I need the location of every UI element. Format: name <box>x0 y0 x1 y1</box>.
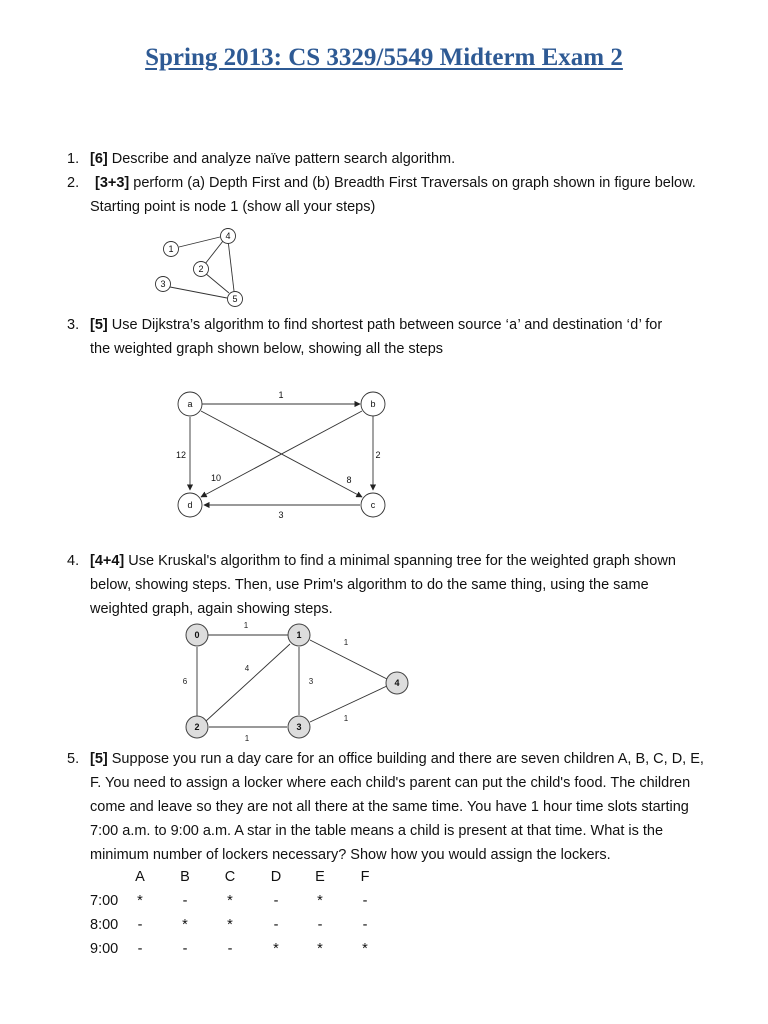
q3-weight-ab: 1 <box>278 390 284 400</box>
table-cell: - <box>273 893 279 909</box>
q1-line-1: Describe and analyze naïve pattern search algorithm. <box>111 151 456 167</box>
q4-node-0-label: 0 <box>194 630 200 640</box>
q3-line-1c: ’ for <box>638 317 663 333</box>
q4-node-1-label: 1 <box>296 630 302 640</box>
q5-line-2: F. You need to assign a locker where each child's parent can put the child's food. The children <box>90 775 691 791</box>
q5-line-1: Suppose you run a day care for an office building and there are seven children A, B, C, D, E, <box>111 751 704 767</box>
q4-points: [4+4] <box>90 553 125 569</box>
q4-text <box>90 549 676 573</box>
q3-weight-bd: 10 <box>210 473 222 483</box>
table-cell: * <box>182 917 188 933</box>
q2-node-1-label: 1 <box>168 244 174 254</box>
q5-points: [5] <box>90 751 108 767</box>
col-header-b: B <box>180 869 190 885</box>
q4-weight-34: 1 <box>343 714 349 723</box>
q3-weight-bc: 2 <box>375 450 381 460</box>
q4-line-3: weighted graph, again showing steps. <box>90 601 333 617</box>
row-time-900: 9:00 <box>90 941 119 957</box>
q3-number: 3. <box>67 317 80 333</box>
q4-weight-14: 1 <box>343 638 349 647</box>
q5-number: 5. <box>67 751 80 767</box>
q2-graph <box>150 225 250 310</box>
q3-node-d-label: d <box>187 500 193 510</box>
q3-line-2: the weighted graph shown below, showing all the steps <box>90 341 444 357</box>
table-cell: - <box>362 917 368 933</box>
q2-line-2: Starting point is node 1 (show all your steps) <box>90 199 376 215</box>
q4-weight-12: 4 <box>244 664 250 673</box>
q2-line-1: perform (a) Depth First and (b) Breadth First Traversals on graph shown in figure below. <box>133 175 696 191</box>
q2-text <box>95 171 696 195</box>
q3-source: a <box>508 318 518 334</box>
q2-node-2-label: 2 <box>198 264 204 274</box>
q4-node-3-label: 3 <box>296 722 302 732</box>
row-time-800: 8:00 <box>90 917 119 933</box>
q3-node-a-label: a <box>187 399 193 409</box>
q4-line-2: below, showing steps. Then, use Prim's algorithm to do the same thing, using the same <box>90 577 649 593</box>
table-cell: * <box>227 893 233 909</box>
table-cell: - <box>317 917 323 933</box>
col-header-d: D <box>270 869 282 885</box>
q5-line-5: minimum number of lockers necessary? Show how you would assign the lockers. <box>90 847 611 863</box>
q3-text <box>90 313 662 338</box>
q1-points: [6] <box>90 151 108 167</box>
q3-node-c-label: c <box>370 500 376 510</box>
q4-weight-01: 1 <box>243 621 249 630</box>
q3-line-1b: ’ and destination ‘ <box>517 317 630 333</box>
q2-node-5-label: 5 <box>232 294 238 304</box>
table-cell: - <box>227 941 233 957</box>
q3-node-b-label: b <box>370 399 376 409</box>
q4-line-1: Use Kruskal's algorithm to find a minimal spanning tree for the weighted graph shown <box>128 553 676 569</box>
table-cell: - <box>273 917 279 933</box>
q4-weight-02: 6 <box>182 677 188 686</box>
q5-line-3: come and leave so they are not all there at the same time. You have 1 hour time slots starting <box>90 799 689 815</box>
table-cell: - <box>137 941 143 957</box>
q3-weight-cd: 3 <box>278 510 284 520</box>
table-cell: * <box>273 941 279 957</box>
table-cell: * <box>317 893 323 909</box>
q1-number: 1. <box>67 151 80 167</box>
q4-node-2-label: 2 <box>194 722 200 732</box>
row-time-700: 7:00 <box>90 893 119 909</box>
q4-weight-13: 3 <box>308 677 314 686</box>
table-cell: * <box>137 893 143 909</box>
table-cell: * <box>362 941 368 957</box>
col-header-c: C <box>224 869 236 885</box>
q5-line-4: 7:00 a.m. to 9:00 a.m. A star in the table means a child is present at that time. What is the <box>90 823 664 839</box>
q3-line-1a: Use Dijkstra’s algorithm to find shortest path between source ‘ <box>111 317 509 333</box>
q4-graph <box>180 620 415 745</box>
q3-graph <box>170 380 400 525</box>
q4-weight-23: 1 <box>244 734 250 743</box>
q4-node-4-label: 4 <box>394 678 400 688</box>
table-cell: * <box>317 941 323 957</box>
table-cell: - <box>362 893 368 909</box>
q2-points: [3+3] <box>95 175 130 191</box>
table-cell: * <box>227 917 233 933</box>
table-cell: - <box>182 941 188 957</box>
col-header-e: E <box>315 869 325 885</box>
q1-text <box>90 147 455 171</box>
table-cell: - <box>137 917 143 933</box>
q3-weight-ac: 8 <box>346 475 352 485</box>
q4-number: 4. <box>67 553 80 569</box>
q2-number: 2. <box>67 175 80 191</box>
exam-title: Spring 2013: CS 3329/5549 Midterm Exam 2 <box>145 44 623 71</box>
q2-node-4-label: 4 <box>225 231 231 241</box>
q2-node-3-label: 3 <box>160 279 166 289</box>
q3-dest: d <box>629 318 639 334</box>
table-cell: - <box>182 893 188 909</box>
q3-weight-ad: 12 <box>175 450 187 460</box>
q5-text <box>90 747 704 771</box>
col-header-a: A <box>135 869 145 885</box>
q3-points: [5] <box>90 317 108 333</box>
col-header-f: F <box>360 869 370 885</box>
